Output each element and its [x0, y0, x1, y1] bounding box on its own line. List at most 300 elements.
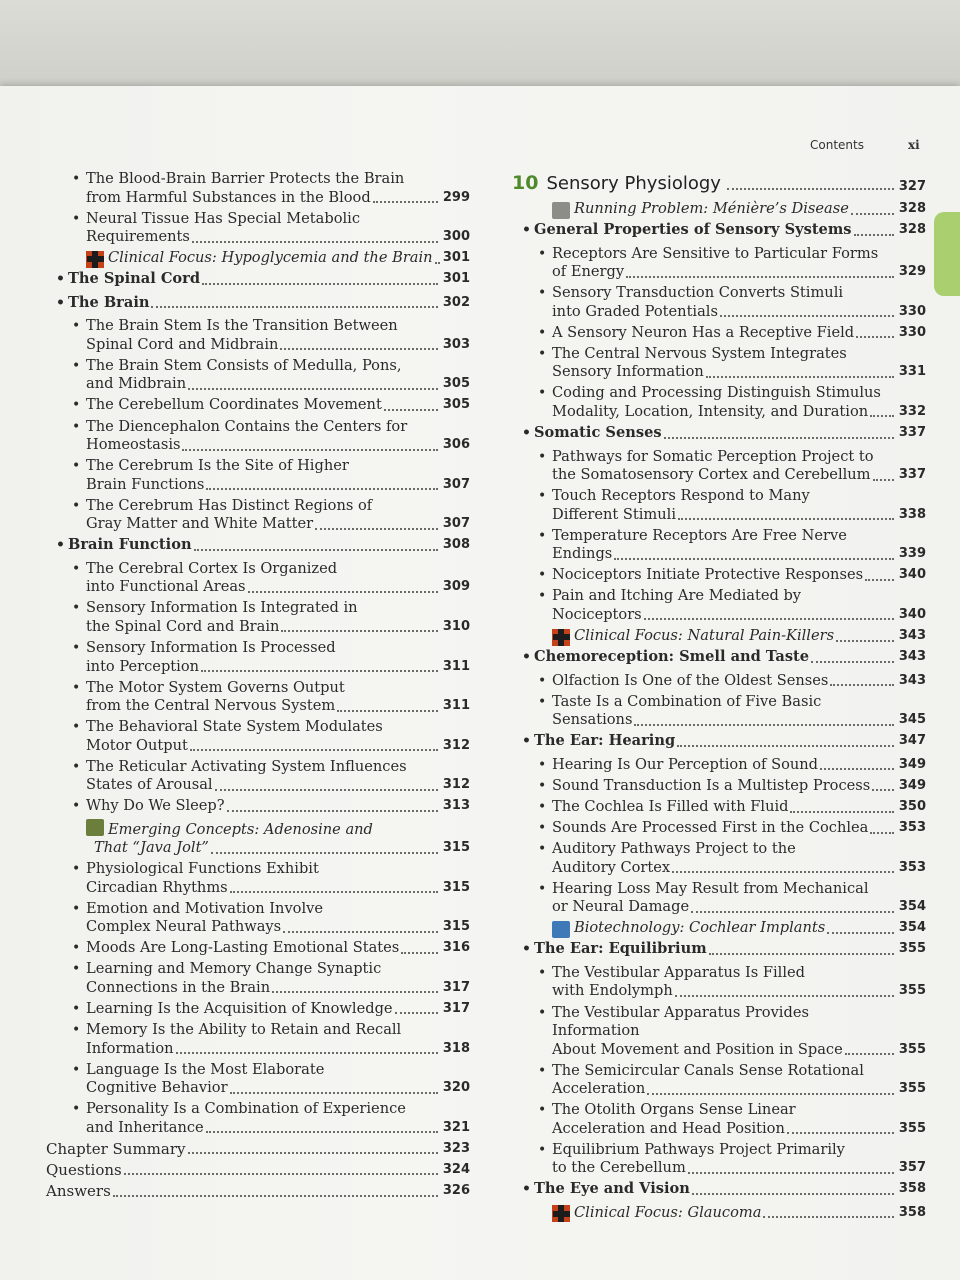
running-head-label: Contents: [810, 138, 864, 152]
toc-entry[interactable]: [46, 860, 470, 897]
entry-text: Touch Receptors Respond to Many: [552, 487, 810, 505]
entry-text: Clinical Focus: Hypoglycemia and the Brain: [108, 249, 433, 267]
bullet-icon: •: [72, 318, 81, 335]
entry-page-number: 353: [898, 820, 926, 836]
dot-leader: [763, 1216, 894, 1218]
entry-page-number: 355: [898, 1081, 926, 1097]
dot-leader: [188, 1152, 439, 1154]
entry-page-number: 330: [898, 324, 926, 340]
entry-text: The Brain Stem Consists of Medulla, Pons,: [86, 356, 402, 374]
toc-entry[interactable]: [512, 384, 926, 421]
bullet-icon: •: [522, 649, 531, 666]
entry-page-number: 315: [442, 840, 470, 855]
bullet-icon: •: [522, 425, 531, 442]
dot-leader: [190, 749, 438, 751]
entry-text: The Blood-Brain Barrier Protects the Brain: [86, 170, 405, 187]
toc-entry[interactable]: [512, 1004, 926, 1060]
toc-entry[interactable]: [46, 718, 470, 755]
entry-text: The Central Nervous System Integrates: [552, 344, 847, 362]
entry-text: The Behavioral State System Modulates: [86, 718, 383, 736]
entry-text: Biotechnology: Cochlear Implants: [574, 919, 826, 937]
entry-text: Acceleration: [552, 1080, 646, 1098]
entry-page-number: 313: [442, 798, 470, 814]
toc-entry[interactable]: [512, 527, 926, 564]
entry-text: Moods Are Long-Lasting Emotional States: [86, 939, 400, 957]
dot-leader: [124, 1173, 438, 1175]
toc-entry[interactable]: [46, 1061, 470, 1098]
entry-page-number: 349: [898, 777, 926, 793]
bullet-icon: •: [56, 537, 65, 554]
toc-entry[interactable]: [46, 1161, 470, 1180]
entry-text: Questions: [46, 1160, 122, 1179]
toc-left-column: [46, 170, 470, 1203]
toc-entry[interactable]: [46, 960, 470, 997]
entry-text: Hearing Is Our Perception of Sound: [552, 755, 818, 773]
entry-page-number: 337: [898, 467, 926, 483]
entry-page-number: 318: [442, 1040, 470, 1056]
dot-leader: [194, 549, 438, 551]
entry-text: Auditory Cortex: [552, 858, 671, 876]
bullet-icon: •: [538, 345, 547, 362]
bullet-icon: •: [538, 527, 547, 544]
entry-text: Brain Function: [68, 536, 192, 554]
bullet-icon: •: [538, 588, 547, 605]
dot-leader: [787, 1132, 894, 1134]
dot-leader: [248, 591, 438, 593]
entry-text: Chapter Summary: [46, 1139, 186, 1158]
toc-entry[interactable]: [512, 487, 926, 524]
toc-entry[interactable]: [512, 964, 926, 1001]
bullet-icon: •: [72, 357, 81, 374]
entry-text: Sensory Information Is Integrated in: [86, 599, 358, 617]
toc-entry[interactable]: [46, 497, 470, 534]
chapter-entries: [512, 200, 926, 1222]
entry-page-number: 340: [898, 567, 926, 583]
entry-text: the Somatosensory Cortex and Cerebellum: [552, 466, 871, 484]
dot-leader: [176, 1052, 438, 1054]
entry-text: Nociceptors Initiate Protective Responses: [552, 566, 864, 584]
toc-entry[interactable]: [46, 457, 470, 494]
entry-page-number: 299: [442, 189, 470, 205]
toc-entry[interactable]: [46, 170, 470, 207]
entry-text: with Endolymph: [552, 982, 673, 1000]
dot-leader: [706, 376, 894, 378]
entry-text: Homeostasis: [86, 436, 181, 454]
entry-page-number: 330: [898, 303, 926, 319]
entry-text: The Semicircular Canals Sense Rotational: [552, 1061, 864, 1079]
toc-entry[interactable]: [512, 424, 926, 443]
entry-text: Clinical Focus: Glaucoma: [574, 1203, 762, 1221]
dot-leader: [854, 234, 895, 236]
entry-page-number: 323: [442, 1140, 470, 1156]
bullet-icon: •: [56, 271, 65, 288]
entry-page-number: 302: [442, 294, 470, 310]
entry-text: Spinal Cord and Midbrain: [86, 335, 279, 353]
entry-text: Cognitive Behavior: [86, 1079, 228, 1097]
entry-page-number: 353: [898, 859, 926, 875]
toc-entry[interactable]: [46, 819, 470, 858]
dot-leader: [830, 684, 894, 686]
entry-page-number: 309: [442, 579, 470, 595]
toc-entry[interactable]: [512, 245, 926, 282]
bullet-icon: •: [538, 672, 547, 689]
dot-leader: [192, 241, 438, 243]
dot-leader: [215, 789, 438, 791]
entry-page-number: 317: [442, 1000, 470, 1016]
entry-text: The Cerebral Cortex Is Organized: [86, 559, 338, 577]
dot-leader: [873, 479, 894, 481]
entry-text: Memory Is the Ability to Retain and Recall: [86, 1021, 402, 1039]
toc-entry[interactable]: [512, 880, 926, 917]
bullet-icon: •: [538, 1004, 547, 1021]
bullet-icon: •: [538, 880, 547, 897]
entry-text: Requirements: [86, 228, 190, 246]
dot-leader: [870, 415, 894, 417]
bullet-icon: •: [538, 841, 547, 858]
dot-leader: [211, 852, 438, 854]
bullet-icon: •: [72, 798, 81, 815]
running-head: [810, 138, 922, 152]
entry-text: Equilibrium Pathways Project Primarily: [552, 1140, 845, 1158]
bullet-icon: •: [72, 497, 81, 514]
bullet-icon: •: [538, 693, 547, 710]
entry-text: of Energy: [552, 263, 625, 281]
bullet-icon: •: [538, 1102, 547, 1119]
entry-text: The Diencephalon Contains the Centers for: [86, 417, 408, 435]
entry-text: and Inheritance: [86, 1118, 204, 1136]
toc-entry[interactable]: [46, 1140, 470, 1159]
toc-entry[interactable]: [46, 1021, 470, 1058]
dot-leader: [315, 528, 438, 530]
entry-text: Clinical Focus: Natural Pain-Killers: [574, 627, 835, 645]
entry-text: The Reticular Activating System Influences: [86, 757, 407, 775]
dot-leader: [709, 953, 894, 955]
dot-leader: [182, 449, 438, 451]
entry-text: Motor Output: [86, 736, 188, 754]
toc-entry[interactable]: [512, 221, 926, 240]
entry-page-number: 331: [898, 364, 926, 380]
entry-text: Chemoreception: Smell and Taste: [534, 648, 810, 666]
chapter-heading[interactable]: [512, 172, 926, 194]
bullet-icon: •: [538, 488, 547, 505]
entry-text: The Brain: [68, 293, 150, 311]
toc-entry[interactable]: [512, 627, 926, 646]
toc-entry[interactable]: [46, 560, 470, 597]
bullet-icon: •: [72, 1101, 81, 1118]
entry-page-number: 321: [442, 1119, 470, 1135]
entry-page-number: 320: [442, 1080, 470, 1096]
entry-page-number: 332: [898, 403, 926, 419]
entry-page-number: 311: [442, 658, 470, 674]
dot-leader: [435, 262, 438, 264]
bullet-icon: •: [72, 418, 81, 435]
dot-leader: [836, 640, 894, 642]
toc-entry[interactable]: [512, 919, 926, 938]
dot-leader: [281, 630, 438, 632]
toc-entry[interactable]: [512, 672, 926, 691]
toc-entry[interactable]: [512, 587, 926, 624]
entry-text: Learning Is the Acquisition of Knowledge: [86, 999, 393, 1017]
entry-page-number: 306: [442, 437, 470, 453]
dot-leader: [614, 558, 894, 560]
dot-leader: [677, 745, 894, 747]
entry-page-number: 339: [898, 546, 926, 562]
dot-leader: [230, 891, 438, 893]
dot-leader: [634, 724, 894, 726]
bullet-icon: •: [72, 861, 81, 878]
entry-text: Information: [86, 1039, 174, 1057]
bullet-icon: •: [72, 1000, 81, 1017]
running-problem-icon: [552, 202, 570, 219]
entry-text: the Spinal Cord and Brain: [86, 617, 280, 635]
entry-text: Emotion and Motivation Involve: [86, 899, 324, 917]
dot-leader: [865, 579, 894, 581]
bullet-icon: •: [72, 458, 81, 475]
dot-leader: [692, 1193, 894, 1195]
entry-text: Modality, Location, Intensity, and Duration: [552, 402, 869, 420]
bullet-icon: •: [72, 397, 81, 414]
toc-entry[interactable]: [512, 940, 926, 959]
toc-entry[interactable]: [512, 1204, 926, 1223]
chapter-number: 10: [512, 172, 539, 194]
dot-leader: [401, 952, 438, 954]
entry-text: About Movement and Position in Space: [552, 1040, 843, 1058]
toc-entry[interactable]: [46, 396, 470, 415]
dot-leader: [230, 1092, 438, 1094]
dot-leader: [727, 188, 894, 190]
bullet-icon: •: [538, 448, 547, 465]
toc-entry[interactable]: [512, 1141, 926, 1178]
dot-leader: [845, 1053, 894, 1055]
entry-text: Learning and Memory Change Synaptic: [86, 960, 382, 978]
entry-text: Hearing Loss May Result from Mechanical: [552, 879, 869, 897]
entry-text: The Eye and Vision: [534, 1180, 690, 1198]
toc-entry[interactable]: [512, 732, 926, 751]
entry-text: Olfaction Is One of the Oldest Senses: [552, 671, 829, 689]
entry-text: Temperature Receptors Are Free Nerve: [552, 526, 847, 544]
toc-entry[interactable]: [46, 317, 470, 354]
entry-page-number: 300: [442, 229, 470, 245]
entry-page-number: 358: [898, 1204, 926, 1220]
toc-entry[interactable]: [46, 357, 470, 394]
toc-entry[interactable]: [512, 284, 926, 321]
entry-text: Sensations: [552, 711, 633, 729]
entry-text: Running Problem: Ménière’s Disease: [574, 200, 849, 217]
toc-entry[interactable]: [46, 418, 470, 455]
entry-text: into Perception: [86, 657, 200, 675]
dot-leader: [626, 276, 894, 278]
bullet-icon: •: [72, 758, 81, 775]
bullet-icon: •: [72, 961, 81, 978]
dot-leader: [688, 1172, 894, 1174]
toc-entry[interactable]: [512, 1101, 926, 1138]
entry-text: Sensory Information Is Processed: [86, 639, 336, 657]
bullet-icon: •: [56, 294, 65, 311]
entry-text: Nociceptors: [552, 605, 642, 623]
entry-text: The Ear: Hearing: [534, 732, 676, 750]
entry-text: Sensory Information: [552, 363, 704, 381]
bullet-icon: •: [72, 940, 81, 957]
entry-text: A Sensory Neuron Has a Receptive Field: [552, 323, 855, 341]
entry-page-number: 350: [898, 799, 926, 814]
toc-entry[interactable]: [46, 1100, 470, 1137]
dot-leader: [856, 336, 894, 338]
emerging-concepts-icon: [86, 819, 104, 836]
entry-text: States of Arousal: [86, 776, 213, 794]
entry-text: The Otolith Organs Sense Linear: [552, 1101, 796, 1119]
entry-text: Complex Neural Pathways: [86, 918, 282, 936]
entry-page-number: 358: [898, 1181, 926, 1197]
dot-leader: [283, 931, 438, 933]
toc-entry[interactable]: [512, 1062, 926, 1099]
entry-page-number: 310: [442, 618, 470, 634]
toc-entry[interactable]: [46, 1182, 470, 1201]
entry-page-number: 312: [442, 777, 470, 793]
dot-leader: [678, 518, 894, 520]
dot-leader: [280, 348, 438, 350]
entry-page-number: 343: [898, 672, 926, 688]
entry-text: Different Stimuli: [552, 505, 676, 523]
entry-page-number: 355: [898, 1120, 926, 1136]
dot-leader: [675, 995, 894, 997]
bullet-icon: •: [72, 600, 81, 617]
toc-entry[interactable]: [512, 1180, 926, 1199]
chapter-title: Sensory Physiology: [546, 173, 721, 194]
dot-leader: [691, 911, 894, 913]
chapter-edge-tab: [934, 212, 960, 296]
toc-entry[interactable]: [46, 536, 470, 555]
dot-leader: [827, 932, 894, 934]
toc-entry[interactable]: [46, 210, 470, 247]
entry-page-number: 301: [442, 271, 470, 287]
dot-leader: [811, 661, 894, 663]
bullet-icon: •: [522, 222, 531, 239]
entry-text: Gray Matter and White Matter: [86, 515, 314, 533]
toc-entry[interactable]: [46, 270, 470, 289]
entry-text: The Cochlea Is Filled with Fluid: [552, 798, 789, 815]
entry-page-number: 324: [442, 1161, 470, 1177]
entry-text: Somatic Senses: [534, 424, 662, 442]
entry-page-number: 315: [442, 879, 470, 895]
page-number: xi: [908, 138, 920, 152]
entry-page-number: 357: [898, 1160, 926, 1176]
entry-text: Receptors Are Sensitive to Particular Forms: [552, 244, 879, 262]
bullet-icon: •: [72, 1061, 81, 1078]
entry-text: Personality Is a Combination of Experience: [86, 1100, 406, 1118]
toc-entry[interactable]: [46, 758, 470, 795]
bullet-icon: •: [522, 941, 531, 958]
entry-text: The Vestibular Apparatus Is Filled: [552, 963, 805, 981]
entry-page-number: 349: [898, 756, 926, 772]
dot-leader: [272, 991, 438, 993]
dot-leader: [672, 871, 894, 873]
dot-leader: [644, 618, 894, 620]
entry-page-number: 355: [898, 941, 926, 957]
entry-text: The Spinal Cord: [68, 270, 201, 288]
entry-text: from Harmful Substances in the Blood: [86, 188, 371, 206]
toc-entry[interactable]: [512, 756, 926, 775]
dot-leader: [720, 315, 894, 317]
entry-text: Sound Transduction Is a Multistep Process: [552, 776, 871, 794]
chapter-page: 327: [898, 179, 926, 194]
entry-text: General Properties of Sensory Systems: [534, 221, 852, 239]
toc-entry[interactable]: [512, 648, 926, 667]
toc-entry[interactable]: [46, 1000, 470, 1019]
bullet-icon: •: [538, 1062, 547, 1079]
bullet-icon: •: [522, 733, 531, 750]
entry-page-number: 307: [442, 516, 470, 532]
bullet-icon: •: [72, 640, 81, 657]
clinical-focus-cross-icon: [552, 1205, 570, 1222]
entry-page-number: 311: [442, 698, 470, 714]
toc-entry[interactable]: [512, 819, 926, 838]
entry-text: Coding and Processing Distinguish Stimulus: [552, 384, 881, 402]
entry-text: Pathways for Somatic Perception Project to: [552, 447, 874, 465]
biotechnology-icon: [552, 921, 570, 938]
toc-entry[interactable]: [46, 679, 470, 716]
bullet-icon: •: [538, 964, 547, 981]
entry-text: Circadian Rhythms: [86, 878, 228, 896]
toc-entry[interactable]: [46, 939, 470, 958]
toc-entry[interactable]: [512, 798, 926, 817]
toc-entry[interactable]: [46, 639, 470, 676]
toc-entry[interactable]: [512, 448, 926, 485]
dot-leader: [872, 789, 894, 791]
entry-text: Physiological Functions Exhibit: [86, 860, 319, 878]
bullet-icon: •: [72, 560, 81, 577]
entry-text: Why Do We Sleep?: [86, 797, 225, 815]
dot-leader: [820, 768, 894, 770]
toc-entry[interactable]: [46, 599, 470, 636]
entry-text: Acceleration and Head Position: [552, 1119, 785, 1137]
bullet-icon: •: [72, 210, 81, 227]
entry-text: into Graded Potentials: [552, 302, 718, 320]
dot-leader: [851, 213, 894, 215]
toc-entry[interactable]: [512, 693, 926, 730]
toc-entry[interactable]: [512, 200, 926, 219]
entry-text: Endings: [552, 545, 613, 563]
dot-leader: [790, 811, 894, 813]
toc-entry[interactable]: [512, 566, 926, 585]
toc-entry[interactable]: [512, 840, 926, 877]
toc-entry[interactable]: [46, 249, 470, 268]
clinical-focus-cross-icon: [86, 251, 104, 268]
bullet-icon: •: [538, 324, 547, 341]
entry-page-number: 347: [898, 733, 926, 749]
toc-entry[interactable]: [46, 900, 470, 937]
entry-text: and Midbrain: [86, 375, 187, 393]
bullet-icon: •: [72, 171, 81, 187]
entry-text: The Vestibular Apparatus Provides Information: [552, 1003, 809, 1040]
dot-leader: [202, 283, 438, 285]
dot-leader: [664, 437, 894, 439]
entry-text: Sounds Are Processed First in the Cochlea: [552, 819, 869, 837]
toc-entry[interactable]: [512, 777, 926, 796]
entry-text: Connections in the Brain: [86, 978, 271, 996]
toc-entry[interactable]: [512, 324, 926, 343]
entry-page-number: 305: [442, 397, 470, 413]
bullet-icon: •: [538, 285, 547, 302]
toc-entry[interactable]: [46, 797, 470, 816]
bullet-icon: •: [538, 799, 547, 815]
dot-leader: [870, 832, 894, 834]
entry-page-number: 305: [442, 376, 470, 392]
toc-entry[interactable]: [512, 345, 926, 382]
toc-entry[interactable]: [46, 294, 470, 313]
entry-text: Answers: [46, 1182, 111, 1201]
dot-leader: [206, 1131, 438, 1133]
entry-page-number: 303: [442, 336, 470, 352]
